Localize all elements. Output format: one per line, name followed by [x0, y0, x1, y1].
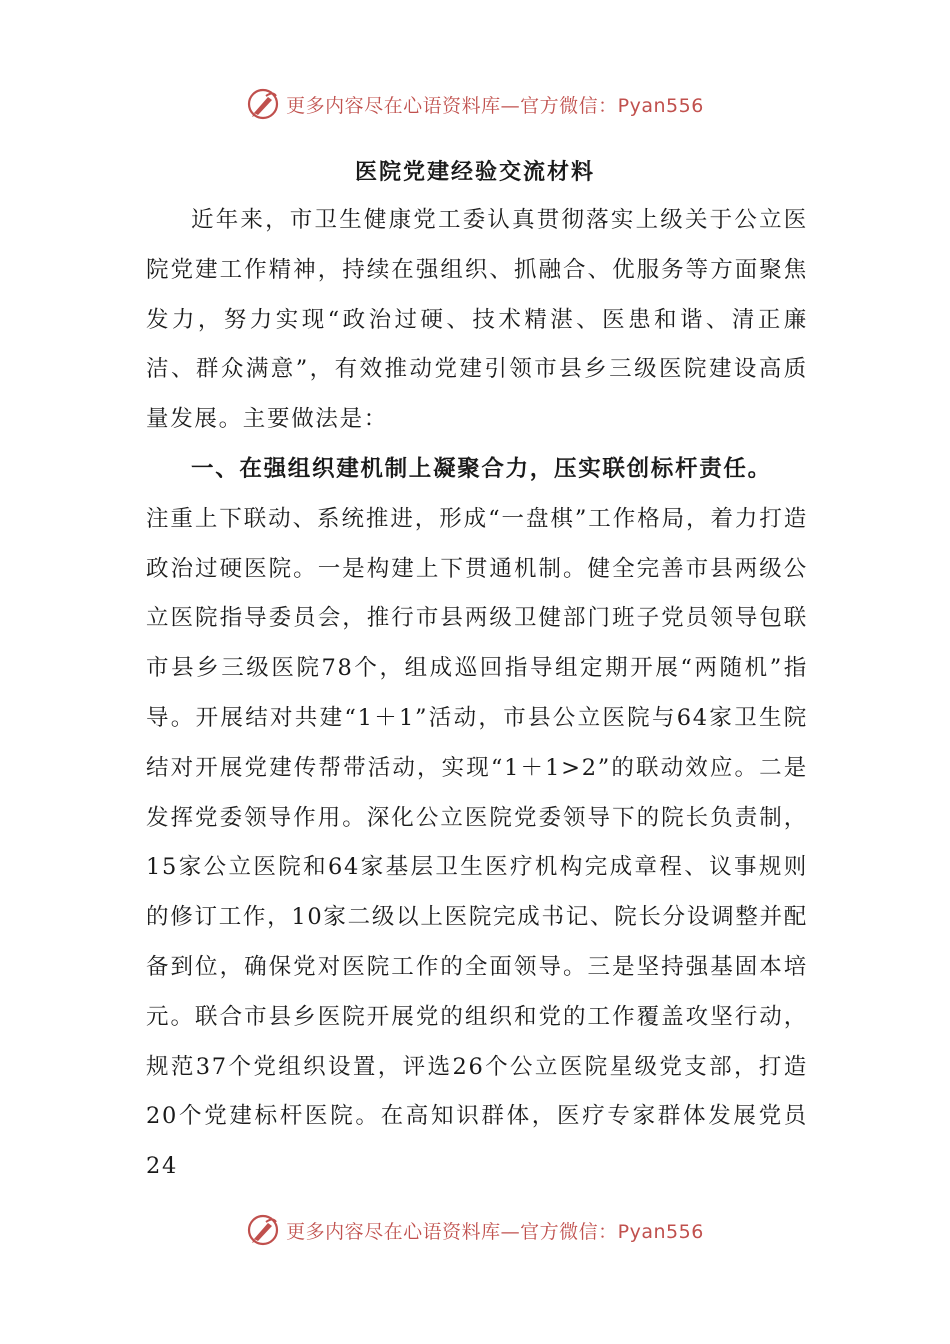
watermark-footer [0, 1210, 950, 1250]
watermark-header [0, 84, 950, 124]
section-body-paragraph: 注重上下联动、系统推进，形成“一盘棋”工作格局，着力打造政治过硬医院。一是构建上下贯通机制。健全完善市县两级公立医院指导委员会，推行市县两级卫健部门班子党员领导包联市县乡三级医院78个，组成巡回指导组定期开展“两随机”指导。开展结对共建“1＋1”活动，市县公立医院与64家卫生院结对开展党建传帮带活动，实现“1＋1>2”的联动效应。二是发挥党委领导作用。深化公立医院党委领导下的院长负责制，15家公立医院和64家基层卫生医疗机构完成章程、议事规则的修订工作，10家二级以上医院完成书记、院长分设调整并配备到位，确保党对医院工作的全面领导。三是坚持强基固本培元。联合市县乡医院开展党的组织和党的工作覆盖攻坚行动，规范37个党组织设置，评选26个公立医院星级党支部，打造20个党建标杆医院。在高知识群体，医疗专家群体发展党员24 [146, 505, 808, 1180]
document-body [146, 196, 808, 1192]
section-heading: 一、在强组织建机制上凝聚合力，压实联创标杆责任。 [191, 455, 772, 482]
pen-circle-icon [246, 1213, 280, 1247]
pen-circle-icon [246, 87, 280, 121]
watermark-text: 更多内容尽在心语资料库—官方微信：Pyan556 [286, 1220, 704, 1243]
watermark-wechat-id: Pyan556 [617, 94, 704, 117]
watermark-text: 更多内容尽在心语资料库—官方微信：Pyan556 [286, 94, 704, 117]
document-title: 医院党建经验交流材料 [354, 159, 595, 185]
watermark-wechat-id: Pyan556 [617, 1220, 704, 1243]
intro-paragraph: 近年来，市卫生健康党工委认真贯彻落实上级关于公立医院党建工作精神，持续在强组织、抓融合、优服务等方面聚焦发力，努力实现“政治过硬、技术精湛、医患和谐、清正廉洁、群众满意”，有效推动党建引领市县乡三级医院建设高质量发展。主要做法是： [146, 207, 808, 433]
